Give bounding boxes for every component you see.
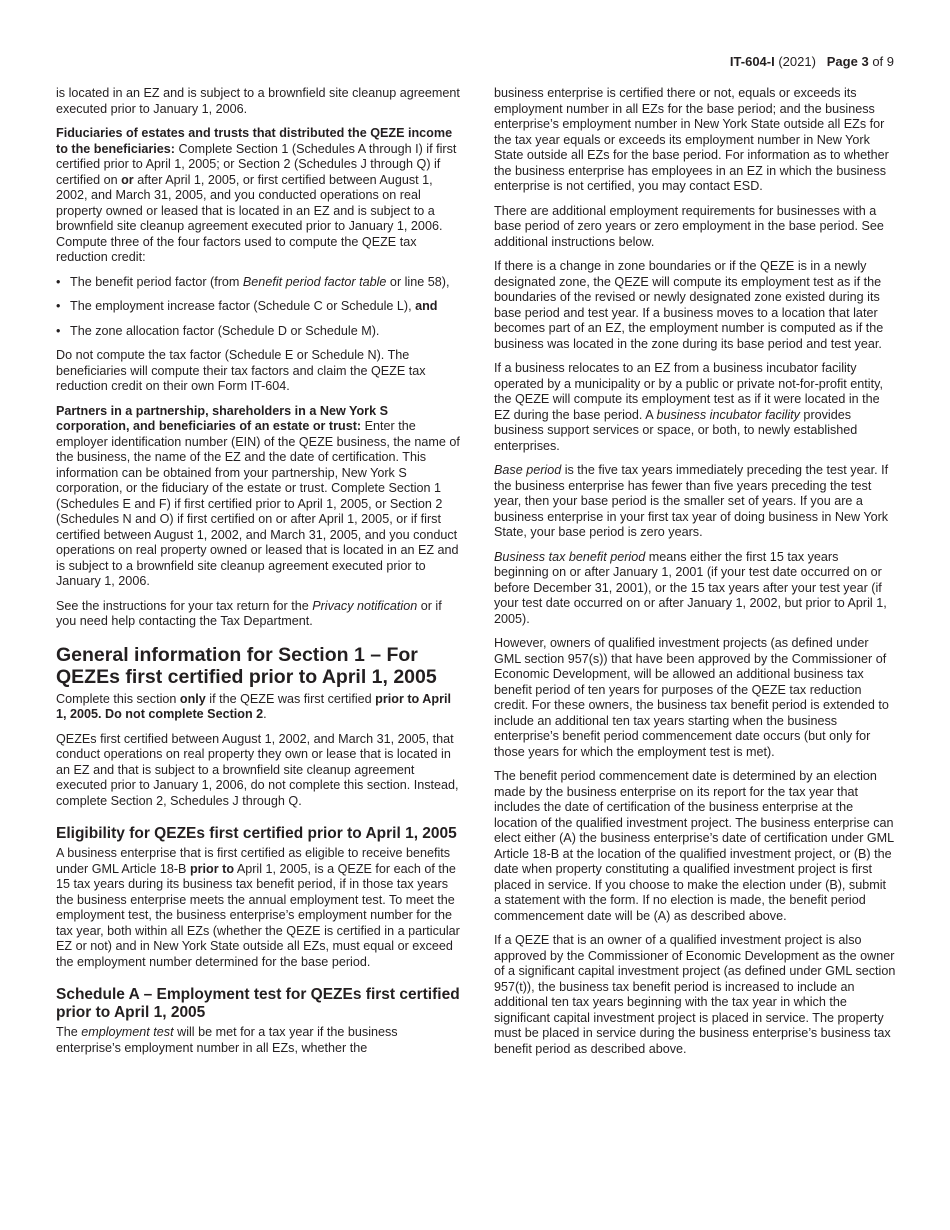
form-id: IT-604-I <box>729 54 775 69</box>
section-heading-general: General information for Section 1 – For QEZEs first certified prior to April 1, 2005 <box>56 643 437 688</box>
paragraph-privacy: See the instructions for your tax return for the Privacy notification or if you need help contacting the Tax Department. <box>56 598 442 628</box>
page-header <box>730 54 894 69</box>
paragraph: is located in an EZ and is subject to a brownfield site cleanup agreement executed prior to January 1, 2006. <box>56 86 460 116</box>
paragraph: If there is a change in zone boundaries or if the QEZE is in a newly designated zone, the QEZE will compute its employment test as if the boundaries of the revised or newly designated zone existed during its base period and test year. If a business moves to a location that later becomes part of an EZ, the employment number is computed as if the business was located in the zone during its base period and test year. <box>494 259 884 351</box>
paragraph: A business enterprise that is first certified as eligible to receive benefits under GML Article 18-B prior to April 1, 2005, is a QEZE for each of the 15 tax years during its business tax benefit period, if in those tax years the business enterprise meets the annual employment test. To meet the employment test, the business enterprise’s employment number for the tax year, both within all EZs (whether the QEZE is certified in a particular EZ or not) and in New York State outside all EZs, must equal or exceed the employment number determined for the base period. <box>56 846 460 969</box>
paragraph: If a QEZE that is an owner of a qualified investment project is also approved by the Commissioner of Economic Development as the owner of a significant capital investment project (as defined under GML section 957(t)), the business tax benefit period is increased to include an additional ten tax years beginning with the tax year in which the significant capital investment project is placed in service. The property must be placed in service during the business enterprise’s business tax benefit period as described above. <box>494 933 896 1056</box>
paragraph: business enterprise is certified there or not, equals or exceeds its employment number in all EZs for the base period; and the business enterprise’s employment number in New York State outside all EZs for the tax year equals or exceeds its employment number in New York State outside all EZs for the base period. For information as to whether the business enterprise has employees in an EZ in which the business enterprise is not certified, you may contact ESD. <box>494 86 889 193</box>
subheading-eligibility: Eligibility for QEZEs first certified prior to April 1, 2005 <box>56 825 457 842</box>
page-number: Page 3 <box>826 54 869 69</box>
paragraph: If a business relocates to an EZ from a business incubator facility operated by a municipality or by a public or private not-for-profit entity, the QEZE will compute its employment test as if it were located in the EZ during the base period. A business incubator facility provides business support services or space, or both, to newly established enterprises. <box>494 361 883 453</box>
page-total: of 9 <box>872 54 894 69</box>
paragraph: However, owners of qualified investment projects (as defined under GML section 957(s)) that have been approved by the Commissioner of Economic Development, will be allowed an additional business tax benefit period of ten years for purposes of the QEZE tax reduction credit. For these owners, the business tax benefit period is extended to include an additional ten tax years starting when the business enterprise’s benefit period commencement date occurs (but only for those years for which the employment test is met). <box>494 636 889 759</box>
right-column <box>494 86 896 1066</box>
paragraph: Complete this section only if the QEZE was first certified prior to April 1, 2005. Do not complete Section 2. <box>56 691 451 721</box>
paragraph-fiduciaries: Fiduciaries of estates and trusts that distributed the QEZE income to the beneficiaries: Complete Section 1 (Schedules A through I) if first certified prior to April 1, 2005; or Section 2 (Schedules J through Q) if certified on or after April 1, 2005, or first certified between August 1, 2002, and March 31, 2005, and you conducted operations on real property owned or leased that is located in an EZ and is subject to a brownfield site cleanup agreement executed prior to January 1, 2006. Compute three of the four factors used to compute the QEZE tax reduction credit: <box>56 126 457 264</box>
left-column <box>56 86 460 1065</box>
subheading-schedule-a: Schedule A – Employment test for QEZEs first certified prior to April 1, 2005 <box>56 986 460 1021</box>
paragraph: QEZEs first certified between August 1, 2002, and March 31, 2005, that conduct operations on real property they own or lease that is located in an EZ and that is subject to a brownfield site cleanup agreement executed prior to January 1, 2006, do not complete this section. Instead, complete Section 2, Schedules J through Q. <box>56 731 459 808</box>
factor-list <box>56 275 460 340</box>
list-item: • The benefit period factor (from Benefit period factor table or line 58), <box>56 275 460 291</box>
paragraph: Do not compute the tax factor (Schedule E or Schedule N). The beneficiaries will compute their tax factors and claim the QEZE tax reduction credit on their own Form IT-604. <box>56 348 426 393</box>
paragraph: The employment test will be met for a tax year if the business enterprise’s employment number in all EZs, whether the <box>56 1025 398 1055</box>
paragraph: Base period is the five tax years immediately preceding the test year. If the business enterprise has fewer than five years preceding the test year, then your base period is the smaller set of years. If you are a business enterprise in your first tax year of doing business in New York State, your base period is zero years. <box>494 463 889 539</box>
form-year: (2021) <box>778 54 816 69</box>
list-item: • The zone allocation factor (Schedule D or Schedule M). <box>56 324 460 340</box>
paragraph: The benefit period commencement date is determined by an election made by the business enterprise on its report for the tax year that includes the date of certification of the business enterprise at the location of the qualified investment project. The business enterprise can elect either (A) the business enterprise’s date of certification under GML Article 18-B at the location of the qualified investment project, or (B) the date when property constituting a qualified investment project is first placed in service. If you choose to make the election under (B), submit a statement with the form. If no election is made, the benefit period commencement date will be (A) as described above. <box>494 769 894 923</box>
paragraph: Business tax benefit period means either the first 15 tax years beginning on or after January 1, 2001 (if your test date occurred on or before December 31, 2001), or the 15 tax years after your test year (if your test date occurred on or after January 1, 2002, but prior to April 1, 2005). <box>494 549 887 626</box>
paragraph: There are additional employment requirements for businesses with a base period of zero years or zero employment in the base period. See additional instructions below. <box>494 203 884 249</box>
paragraph-partners: Partners in a partnership, shareholders in a New York S corporation, and beneficiaries of an estate or trust: Enter the employer identification number (EIN) of the QEZE business, the name of the business, the name of the EZ and the date of certification. This information can be obtained from your partnership, New York S corporation, or the fiduciary of the estate or trust. Complete Section 1 (Schedules E and F) if first certified prior to April 1, 2005, or Section 2 (Schedules N and O) if first certified on or after April 1, 2005, or if first certified between August 1, 2002, and March 31, 2005, and you conduct operations on real property owned or leased that is located in an EZ and is subject to a brownfield site cleanup agreement executed prior to January 1, 2006. <box>56 403 460 588</box>
list-item: • The employment increase factor (Schedule C or Schedule L), and <box>56 299 460 315</box>
